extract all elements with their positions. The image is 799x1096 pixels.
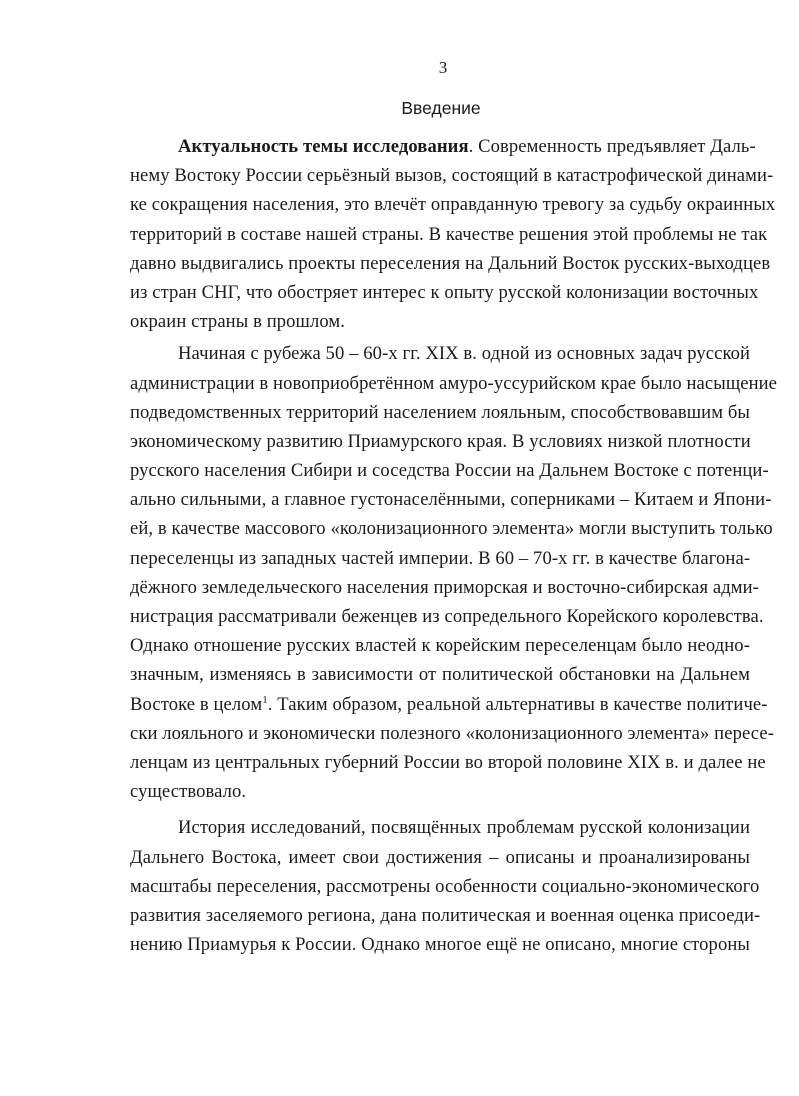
paragraph-line: подведомственных территорий населением лояльным, способствовавшим бы (130, 401, 750, 423)
paragraph-line: давно выдвигались проекты переселения на Дальний Восток русских-выходцев (130, 252, 771, 274)
paragraph-line: существовало. (130, 781, 247, 803)
paragraph-line: значным, изменяясь в зависимости от политической обстановки на Дальнем (130, 664, 750, 686)
paragraph-line: Актуальность темы исследования. Современность предъявляет Даль- (178, 136, 756, 157)
paragraph-line: нистрация рассматривали беженцев из сопредельного Корейского королевства. (130, 606, 764, 627)
paragraph-line: окраин страны в прошлом. (130, 311, 346, 333)
paragraph-line: Однако отношение русских властей к корейским переселенцам было неодно- (130, 635, 750, 657)
paragraph-line: Начиная с рубежа 50 – 60-х гг. XIX в. одной из основных задач русской (178, 343, 751, 365)
paragraph-line: администрации в новоприобретённом амуро-уссурийском крае было насыщение (130, 372, 778, 394)
bold-lead: Актуальность темы исследования (178, 136, 469, 157)
paragraph-line: ей, в качестве массового «колонизационного элемента» могли выступить только (130, 518, 773, 540)
paragraph-line: ке сокращения населения, это влечёт оправданную тревогу за судьбу окраинных (130, 194, 776, 216)
paragraph-2 (130, 339, 778, 806)
paragraph-line: русского населения Сибири и соседства России на Дальнем Востоке с потенци- (130, 460, 769, 482)
paragraph-line: История исследований, посвящённых проблемам русской колонизации (178, 817, 750, 839)
paragraph-line: территорий в составе нашей страны. В качестве решения этой проблемы не так (130, 223, 768, 245)
paragraph-line: Востоке в целом$^1$. Таким образом, реальной альтернативы в качестве политиче- (130, 693, 768, 715)
paragraph-3 (130, 813, 761, 959)
paragraph-line: Дальнего Востока, имеет свои достижения – описаны и проанализированы (130, 846, 750, 868)
paragraph-line: нению Приамурья к России. Однако многое ещё не описано, многие стороны (130, 934, 750, 956)
paragraph-line: ски лояльного и экономически полезного «колонизационного элемента» пересе- (130, 722, 775, 744)
paragraph-line: нему Востоку России серьёзный вызов, состоящий в катастрофической динами- (130, 165, 774, 187)
paragraph-line: ленцам из центральных губерний России во второй половине XIX в. и далее не (130, 751, 766, 773)
paragraph-1 (130, 132, 776, 336)
paragraph-line: переселенцы из западных частей империи. В 60 – 70-х гг. в качестве благона- (130, 547, 751, 569)
paragraph-line: масштабы переселения, рассмотрены особенности социально-экономического (130, 875, 760, 897)
paragraph-line: дёжного земледельческого населения приморская и восточно-сибирская адми- (130, 576, 759, 598)
footnote-reference[interactable]: 1 (262, 693, 268, 706)
body-text (130, 132, 778, 959)
page-number: 3 (438, 58, 448, 77)
section-heading: Введение (401, 98, 481, 118)
paragraph-line: экономическому развитию Приамурского края. В условиях низкой плотности (130, 430, 751, 452)
paragraph-line: ально сильными, а главное густонаселёнными, соперниками – Китаем и Япони- (130, 489, 772, 511)
paragraph-line: развития заселяемого региона, дана политическая и военная оценка присоеди- (130, 904, 761, 926)
paragraph-line: из стран СНГ, что обостряет интерес к опыту русской колонизации восточных (130, 281, 759, 303)
